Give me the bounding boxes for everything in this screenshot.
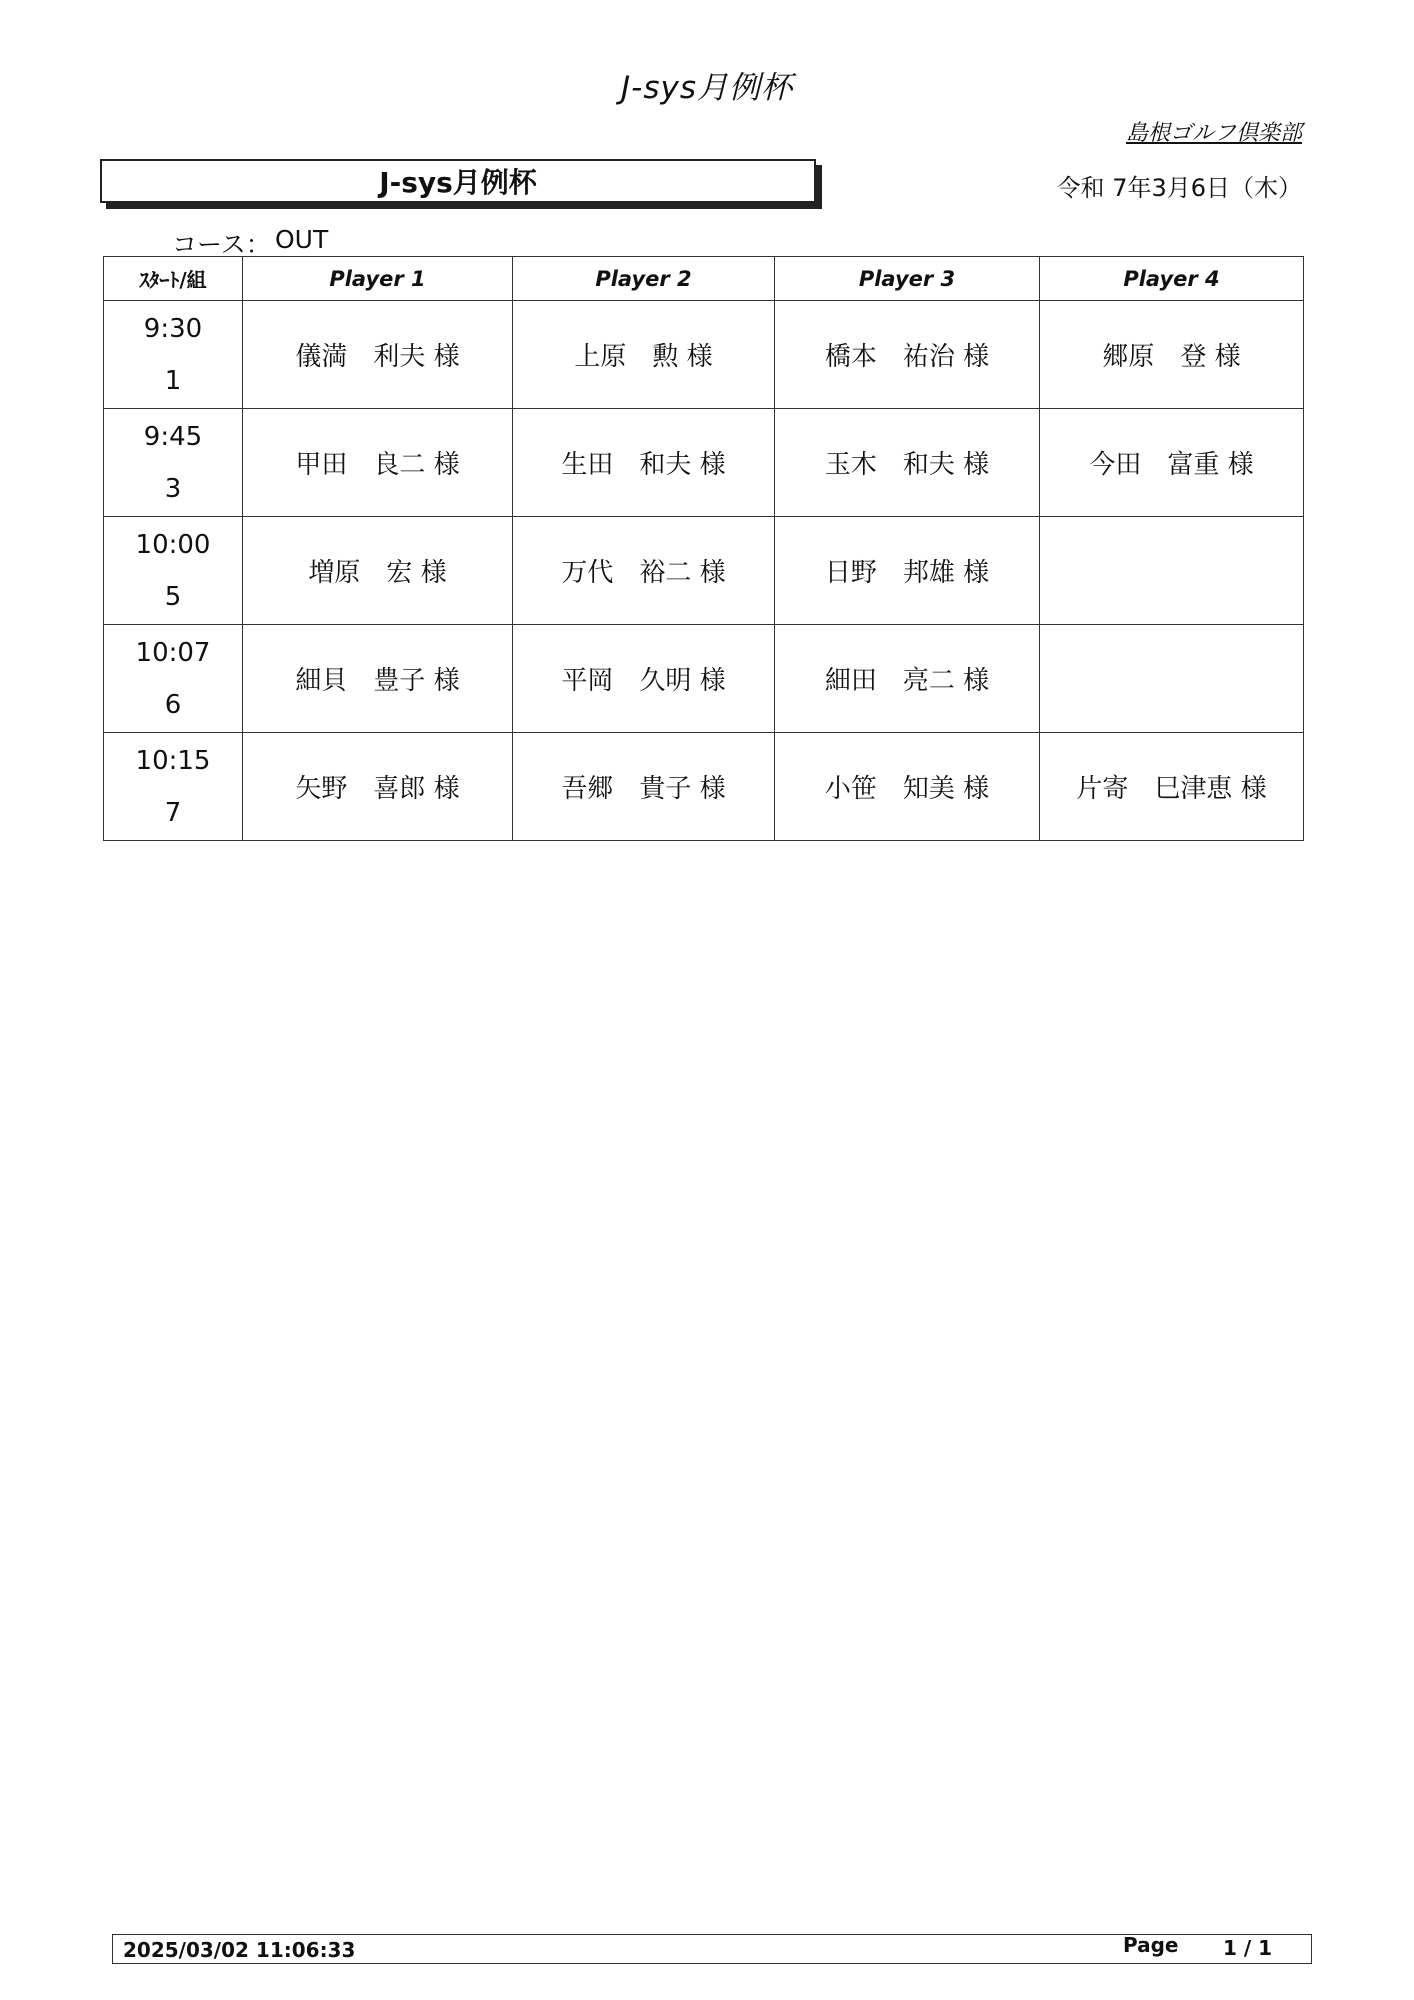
start-slot-cell	[104, 301, 243, 409]
table-row	[104, 733, 1304, 841]
group-number: 5	[164, 581, 182, 612]
player-cell: 生田 和夫 様	[513, 409, 775, 517]
header-player-1: Player 1	[243, 257, 513, 301]
table-row	[104, 625, 1304, 733]
document-title: J-sys月例杯	[621, 70, 793, 106]
player-cell: 矢野 喜郎 様	[243, 733, 513, 841]
tee-time-table	[103, 256, 1304, 841]
event-title-box	[100, 159, 816, 203]
start-time: 10:07	[135, 637, 211, 668]
player-cell: 郷原 登 様	[1040, 301, 1304, 409]
start-time: 9:45	[143, 421, 203, 452]
player-cell: 平岡 久明 様	[513, 625, 775, 733]
print-timestamp: 2025/03/02 11:06:33	[123, 1938, 356, 1962]
table-header-row	[104, 257, 1304, 301]
player-cell: 細田 亮二 様	[775, 625, 1040, 733]
player-cell: 日野 邦雄 様	[775, 517, 1040, 625]
start-slot-cell	[104, 733, 243, 841]
event-date: 令和 7年3月6日（木）	[1056, 174, 1302, 202]
player-cell: 今田 富重 様	[1040, 409, 1304, 517]
player-cell: 増原 宏 様	[243, 517, 513, 625]
player-cell: 甲田 良二 様	[243, 409, 513, 517]
group-number: 6	[164, 689, 182, 720]
event-title: J-sys月例杯	[379, 166, 537, 199]
start-slot-cell	[104, 409, 243, 517]
player-cell: 小笹 知美 様	[775, 733, 1040, 841]
course-label: コース：	[172, 230, 271, 259]
page-label: Page	[1123, 1933, 1179, 1957]
header-player-2: Player 2	[513, 257, 775, 301]
club-name: 島根ゴルフ倶楽部	[1125, 121, 1302, 146]
player-cell: 儀満 利夫 様	[243, 301, 513, 409]
header-player-3: Player 3	[775, 257, 1040, 301]
player-cell: 吾郷 貴子 様	[513, 733, 775, 841]
course-value: OUT	[275, 225, 329, 254]
group-number: 7	[164, 797, 182, 828]
group-number: 1	[164, 365, 182, 396]
page-number: 1 / 1	[1223, 1936, 1273, 1960]
header-start-group: ｽﾀｰﾄ/組	[104, 257, 243, 301]
page-footer	[112, 1934, 1312, 1964]
player-cell: 上原 勲 様	[513, 301, 775, 409]
player-cell: 橋本 祐治 様	[775, 301, 1040, 409]
player-cell: 細貝 豊子 様	[243, 625, 513, 733]
start-slot-cell	[104, 517, 243, 625]
table-row	[104, 409, 1304, 517]
group-number: 3	[164, 473, 182, 504]
header-player-4: Player 4	[1040, 257, 1304, 301]
start-time: 10:00	[135, 529, 211, 560]
table-row	[104, 517, 1304, 625]
player-cell	[1040, 625, 1304, 733]
start-slot-cell	[104, 625, 243, 733]
player-cell: 万代 裕二 様	[513, 517, 775, 625]
table-row	[104, 301, 1304, 409]
player-cell: 片寄 巳津恵 様	[1040, 733, 1304, 841]
player-cell	[1040, 517, 1304, 625]
start-time: 10:15	[135, 745, 211, 776]
start-time: 9:30	[143, 313, 203, 344]
player-cell: 玉木 和夫 様	[775, 409, 1040, 517]
